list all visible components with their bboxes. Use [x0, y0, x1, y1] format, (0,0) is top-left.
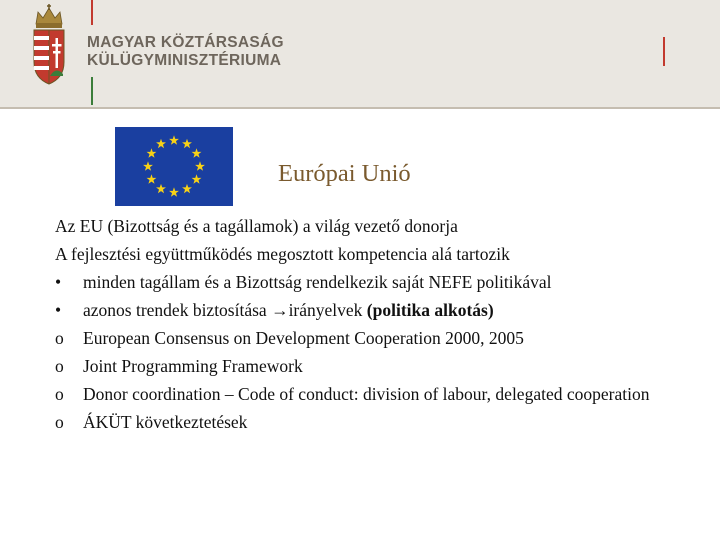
- list-item-text-regular: azonos trendek biztosítása →irányelvek: [83, 300, 367, 320]
- list-item: [55, 324, 705, 352]
- list-item-text: [83, 296, 705, 324]
- bullet-marker: o: [55, 328, 64, 348]
- bullet-marker: o: [55, 384, 64, 404]
- bullet-marker: o: [55, 356, 64, 376]
- header-band: [0, 0, 720, 109]
- ministry-name-line2: KÜLÜGYMINISZTÉRIUMA: [87, 52, 282, 69]
- list-item: [55, 408, 705, 436]
- bullet-marker: •: [55, 272, 62, 292]
- list-item: [55, 296, 705, 324]
- list-item: [55, 380, 705, 408]
- ministry-name-line1: MAGYAR KÖZTÁRSASÁG: [87, 34, 284, 51]
- body-line-2: A fejlesztési együttműködés megosztott kompetencia alá tartozik: [55, 244, 510, 264]
- list-item: [55, 268, 705, 296]
- bullet-marker: o: [55, 412, 64, 432]
- list-item-text-bold: (politika alkotás): [366, 300, 494, 320]
- slide-body: [55, 212, 705, 436]
- list-item-text: minden tagállam és a Bizottság rendelkezik saját NEFE politikával: [83, 272, 552, 292]
- red-stripe: [91, 0, 93, 25]
- bullet-marker: •: [55, 300, 62, 320]
- green-stripe: [91, 77, 93, 105]
- list-item-text: Joint Programming Framework: [83, 356, 303, 376]
- list-item-text: Donor coordination – Code of conduct: division of labour, delegated cooperation: [83, 384, 650, 404]
- list-item: [55, 352, 705, 380]
- slide-title: Európai Unió: [278, 160, 411, 187]
- eu-flag-icon: [115, 127, 233, 206]
- coat-of-arms-icon: [28, 4, 70, 96]
- red-stripe-right: [663, 37, 665, 66]
- list-item-text: ÁKÜT következtetések: [83, 412, 248, 432]
- body-line-1: Az EU (Bizottság és a tagállamok) a világ vezető donorja: [55, 216, 458, 236]
- list-item-text: European Consensus on Development Cooperation 2000, 2005: [83, 328, 524, 348]
